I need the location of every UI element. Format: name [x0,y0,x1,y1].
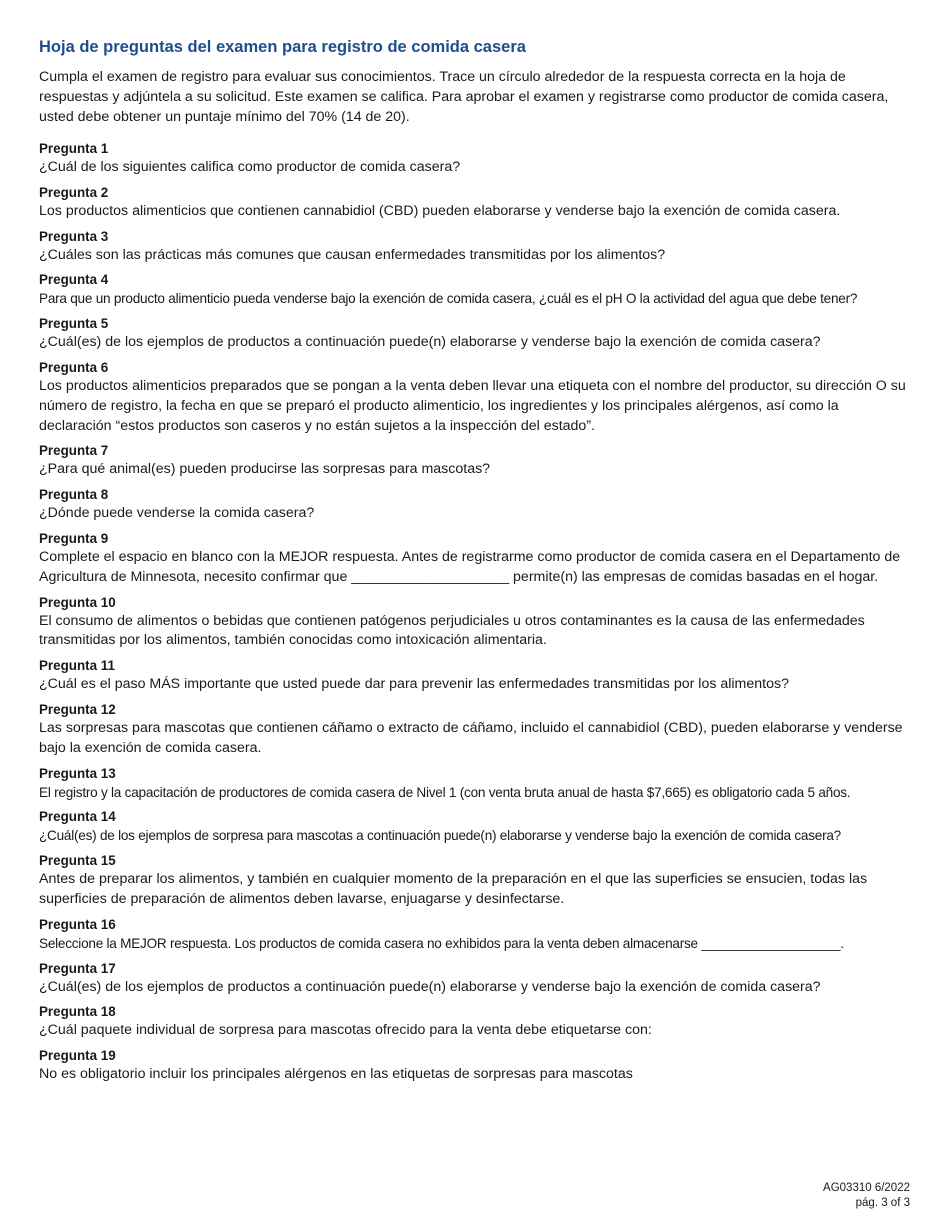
question-text: ¿Cuál(es) de los ejemplos de sorpresa para mascotas a continuación puede(n) elaborarse y venderse bajo la exención de comida casera? [39,828,841,844]
question-label: Pregunta 6 [39,359,109,375]
question-item [39,1003,913,1041]
question-label: Pregunta 7 [39,443,109,459]
question-item [39,486,913,524]
question-text: Las sorpresas para mascotas que contienen cáñamo o extracto de cáñamo, incluido el cannabidiol (CBD), pueden elaborarse y venderse bajo la exención de comida casera. [39,719,903,756]
question-text: ¿Dónde puede venderse la comida casera? [39,505,315,522]
question-text: ¿Cuál de los siguientes califica como productor de comida casera? [39,159,461,175]
question-text: El consumo de alimentos o bebidas que contienen patógenos perjudiciales u otros contaminantes es la causa de las enfermedades transmitidas por los alimentos, también conocidas como intoxicación alimentaria. [39,612,865,649]
question-label: Pregunta 17 [39,960,116,976]
page-number: pág. 3 of 3 [855,1197,910,1209]
question-label: Pregunta 13 [39,765,116,781]
question-text: Los productos alimenticios que contienen cannabidiol (CBD) pueden elaborarse y venderse bajo la exención de comida casera. [39,202,841,219]
question-item [39,271,913,309]
question-label: Pregunta 3 [39,228,109,244]
question-text: Antes de preparar los alimentos, y también en cualquier momento de la preparación en el que las superficies se ensucien, todas las superficies de preparación de alimentos deben lavarse, enjuagarse y desinfectarse. [39,871,868,907]
question-item [39,1047,913,1085]
question-label: Pregunta 1 [39,141,109,156]
document-code: AG03310 6/2022 [823,1182,910,1194]
question-label: Pregunta 19 [39,1048,116,1064]
question-text: ¿Para qué animal(es) pueden producirse las sorpresas para mascotas? [39,461,491,478]
question-label: Pregunta 11 [39,658,115,674]
question-item [39,765,913,803]
question-text: ¿Cuál(es) de los ejemplos de productos a continuación puede(n) elaborarse y venderse bajo la exención de comida casera? [39,334,821,351]
question-item [39,916,913,954]
question-item [39,657,913,695]
question-item [39,594,913,652]
question-item [39,442,913,480]
question-text: ¿Cuáles son las prácticas más comunes que causan enfermedades transmitidas por los alimentos? [39,246,666,263]
intro-paragraph: Cumpla el examen de registro para evaluar sus conocimientos. Trace un círculo alrededor de la respuesta correcta en la hoja de respuestas y adjúntela a su solicitud. Este examen se califica. Para aprobar el examen y registrarse como productor de comida casera, usted debe obtener un puntaje mínimo del 70% (14 de 20). [39,69,889,125]
question-item [39,530,913,588]
question-label: Pregunta 12 [39,701,116,717]
question-item [39,701,913,759]
page-title: Hoja de preguntas del examen para registro de comida casera [39,38,526,56]
question-label: Pregunta 15 [39,853,116,869]
question-item [39,808,913,846]
question-item [39,228,913,266]
question-text: ¿Cuál(es) de los ejemplos de productos a continuación puede(n) elaborarse y venderse bajo la exención de comida casera? [39,978,821,995]
page-footer [823,1181,910,1211]
question-text: No es obligatorio incluir los principales alérgenos en las etiquetas de sorpresas para mascotas [39,1066,633,1083]
question-item [39,140,913,178]
question-text: Seleccione la MEJOR respuesta. Los productos de comida casera no exhibidos para la venta deben almacenarse ___________________. [39,935,844,951]
question-label: Pregunta 14 [39,809,116,825]
question-label: Pregunta 10 [39,594,116,610]
question-text: El registro y la capacitación de productores de comida casera de Nivel 1 (con venta bruta anual de hasta $7,665) es obligatorio cada 5 años. [39,784,851,800]
question-text: Los productos alimenticios preparados que se pongan a la venta deben llevar una etiqueta con el nombre del productor, su dirección O su número de registro, la fecha en que se preparó el producto alimenticio, los ingredientes y los principales alérgenos, así como la declaración “estos productos son caseros y no están sujetos a la inspección del estado”. [39,377,906,434]
question-label: Pregunta 18 [39,1004,116,1020]
question-text: Para que un producto alimenticio pueda venderse bajo la exención de comida casera, ¿cuál es el pH O la actividad del agua que debe tener? [39,291,858,307]
question-text: Complete el espacio en blanco con la MEJOR respuesta. Antes de registrarme como productor de comida casera en el Departamento de Agricultura de Minnesota, necesito confirmar que ____________________ permite(n) las empresas de comidas basadas en el hogar. [39,548,901,585]
question-label: Pregunta 5 [39,316,109,332]
question-label: Pregunta 4 [39,272,109,288]
question-item [39,960,913,998]
question-item [39,184,913,222]
document-page [39,36,913,1091]
question-text: ¿Cuál es el paso MÁS importante que usted puede dar para prevenir las enfermedades transmitidas por los alimentos? [39,676,789,693]
question-label: Pregunta 2 [39,184,109,200]
question-label: Pregunta 9 [39,530,109,546]
question-text: ¿Cuál paquete individual de sorpresa para mascotas ofrecido para la venta debe etiquetarse con: [39,1022,652,1039]
question-item [39,852,913,910]
question-label: Pregunta 8 [39,487,109,503]
question-item [39,359,913,436]
question-item [39,315,913,353]
question-label: Pregunta 16 [39,916,116,932]
